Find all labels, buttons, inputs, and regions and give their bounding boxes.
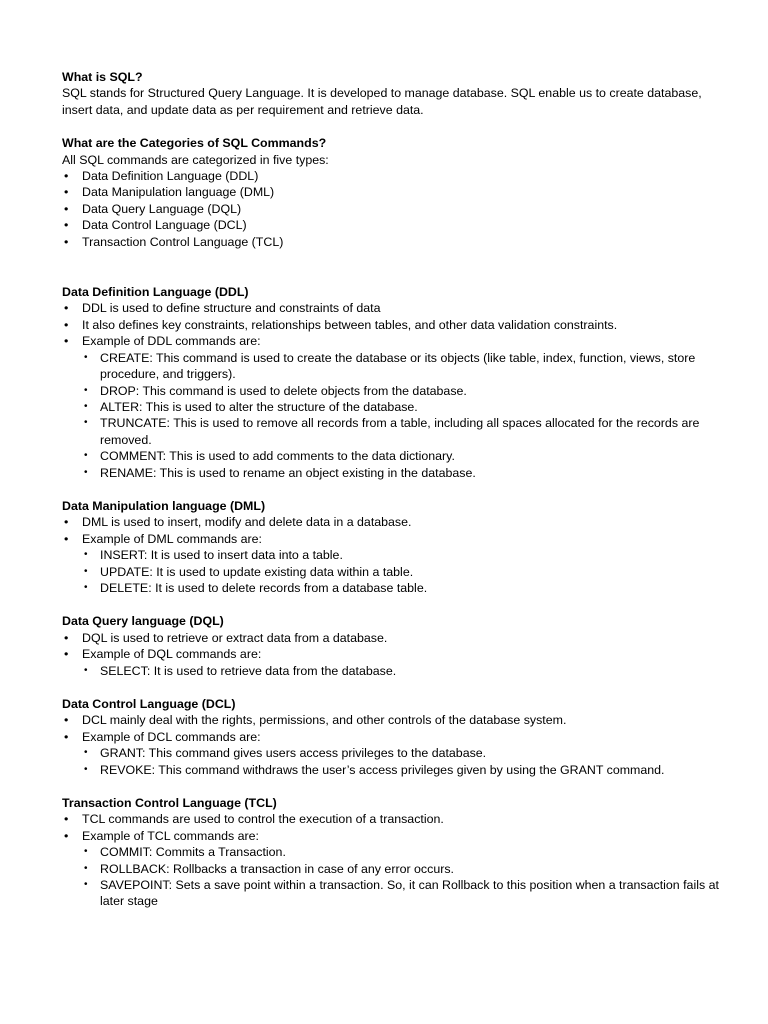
dcl-heading: Data Control Language (DCL): [62, 697, 236, 711]
document-page: [62, 69, 722, 910]
list-item: • It also defines key constraints, relationships between tables, and other data validation constraints.: [62, 317, 722, 333]
list-item: • Data Query Language (DQL): [62, 201, 722, 217]
dql-heading: Data Query language (DQL): [62, 614, 224, 629]
dcl-list: [62, 712, 722, 778]
dql-list: [62, 630, 722, 679]
list-item: [62, 828, 722, 910]
list-item-label: Example of DQL commands are:: [82, 647, 262, 662]
list-item-label: Example of TCL commands are:: [82, 828, 259, 843]
example-item: • INSERT: It is used to insert data into a table.: [82, 547, 722, 563]
example-item: • SAVEPOINT: Sets a save point within a transaction. So, it can Rollback to this position when a transaction fails at later stage: [82, 877, 722, 910]
example-item: • COMMIT: Commits a Transaction.: [82, 844, 722, 860]
example-item: • RENAME: This is used to rename an object existing in the database.: [82, 465, 722, 481]
list-item: [62, 729, 722, 778]
list-item: • TCL commands are used to control the execution of a transaction.: [62, 811, 722, 827]
list-item: • Transaction Control Language (TCL): [62, 234, 722, 250]
tcl-section: [62, 795, 722, 910]
dql-examples-list: [82, 663, 722, 679]
example-item: • ROLLBACK: Rollbacks a transaction in case of any error occurs.: [82, 861, 722, 877]
list-item: • DDL is used to define structure and constraints of data: [62, 300, 722, 316]
ddl-heading: Data Definition Language (DDL): [62, 285, 249, 300]
dcl-examples-list: [82, 745, 722, 778]
tcl-list: [62, 811, 722, 909]
list-item-label: Example of DML commands are:: [82, 531, 262, 546]
categories-list: [62, 168, 722, 250]
categories-heading: What are the Categories of SQL Commands?: [62, 136, 327, 151]
list-item: • Data Control Language (DCL): [62, 217, 722, 233]
dml-examples-list: [82, 547, 722, 596]
dql-section: [62, 613, 722, 679]
example-item: • REVOKE: This command withdraws the user’s access privileges given by using the GRANT command.: [82, 762, 722, 778]
example-item: • CREATE: This command is used to create the database or its objects (like table, index, function, views, store procedure, and triggers).: [82, 350, 722, 383]
tcl-examples-list: [82, 844, 722, 910]
example-item: • UPDATE: It is used to update existing data within a table.: [82, 564, 722, 580]
ddl-examples-list: [82, 350, 722, 481]
list-item: • DCL mainly deal with the rights, permissions, and other controls of the database system.: [62, 712, 722, 728]
list-item-label: Example of DCL commands are:: [82, 729, 261, 744]
example-item: • GRANT: This command gives users access privileges to the database.: [82, 745, 722, 761]
dcl-section: [62, 696, 722, 778]
example-item: • DELETE: It is used to delete records from a database table.: [82, 580, 722, 596]
intro-text: SQL stands for Structured Query Language. It is developed to manage database. SQL enable us to create database, insert data, and update data as per requirement and retrieve data.: [62, 86, 702, 117]
ddl-section: [62, 284, 722, 481]
list-item: • DQL is used to retrieve or extract data from a database.: [62, 630, 722, 646]
example-item: • SELECT: It is used to retrieve data from the database.: [82, 663, 722, 679]
list-item: [62, 646, 722, 679]
example-item: • TRUNCATE: This is used to remove all records from a table, including all spaces allocated for the records are removed.: [82, 415, 722, 448]
dml-list: [62, 514, 722, 596]
intro-section: [62, 69, 722, 118]
list-item: • Data Definition Language (DDL): [62, 168, 722, 184]
list-item: [62, 333, 722, 481]
list-item-label: Example of DDL commands are:: [82, 334, 261, 349]
dml-heading: Data Manipulation language (DML): [62, 498, 266, 513]
list-item: • Data Manipulation language (DML): [62, 184, 722, 200]
example-item: • ALTER: This is used to alter the structure of the database.: [82, 399, 722, 415]
example-item: • DROP: This command is used to delete objects from the database.: [82, 383, 722, 399]
dml-section: [62, 498, 722, 596]
tcl-heading: Transaction Control Language (TCL): [62, 796, 277, 811]
intro-heading: What is SQL?: [62, 70, 143, 84]
categories-intro: All SQL commands are categorized in five types:: [62, 152, 329, 167]
example-item: • COMMENT: This is used to add comments to the data dictionary.: [82, 448, 722, 464]
list-item: [62, 531, 722, 597]
list-item: • DML is used to insert, modify and delete data in a database.: [62, 514, 722, 530]
categories-section: [62, 135, 722, 250]
ddl-list: [62, 300, 722, 480]
